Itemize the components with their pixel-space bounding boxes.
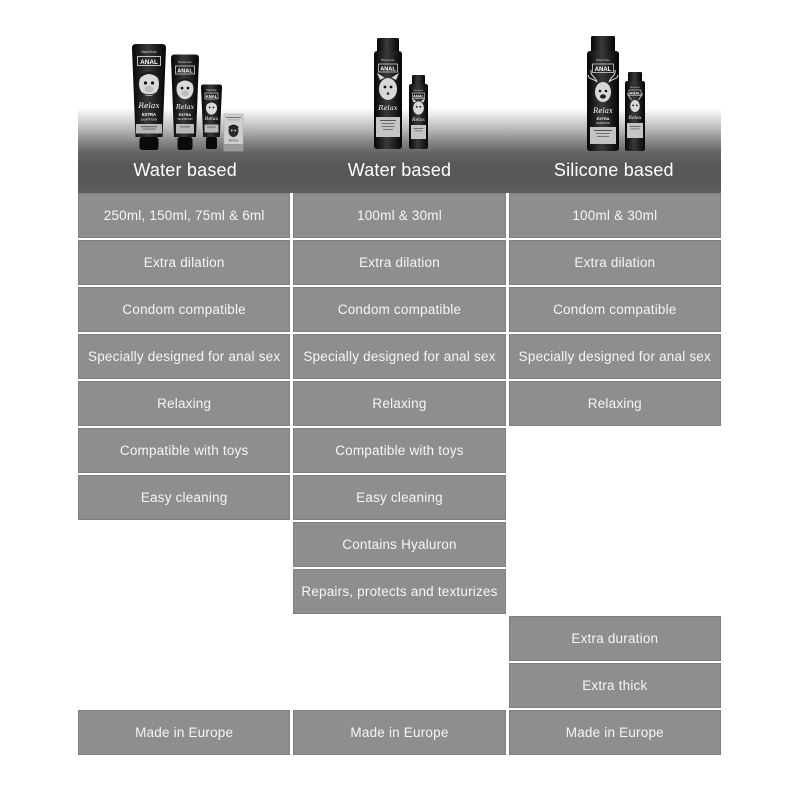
cell-sizes-col2: 100ml & 30ml bbox=[293, 193, 505, 238]
cell-extra-dilation-col1: Extra dilation bbox=[78, 240, 290, 285]
cell-toys-col2: Compatible with toys bbox=[293, 428, 505, 473]
feature-text-1: EXTRA bbox=[596, 117, 610, 121]
column-header-water-based-2: Water based bbox=[347, 160, 452, 180]
brand-text: BlackHole bbox=[413, 90, 424, 92]
script-text: Relax bbox=[204, 117, 219, 122]
script-text: Relax bbox=[378, 104, 398, 112]
feature-text-2: DILATATION bbox=[140, 117, 158, 122]
bottle-large bbox=[587, 36, 619, 151]
sachet bbox=[224, 114, 243, 151]
tube-medium bbox=[171, 55, 199, 151]
cell-contains-hyaluron-col2: Contains Hyaluron bbox=[293, 522, 505, 567]
script-text: Relax bbox=[175, 103, 195, 111]
product-title-text: ANAL bbox=[205, 93, 218, 99]
cell-sizes-col1: 250ml, 150ml, 75ml & 6ml bbox=[78, 193, 290, 238]
script-text: Relax bbox=[412, 118, 425, 123]
brand-text: BlackHole bbox=[596, 58, 610, 62]
cell-condom-compatible-col1: Condom compatible bbox=[78, 287, 290, 332]
tube-large bbox=[132, 44, 166, 150]
cell-extra-dilation-col3: Extra dilation bbox=[509, 240, 721, 285]
cell-relaxing-col3: Relaxing bbox=[509, 381, 721, 426]
brand-text: BlackHole bbox=[178, 60, 192, 64]
cell-made-in-europe-col2: Made in Europe bbox=[293, 710, 505, 755]
cell-relaxing-col1: Relaxing bbox=[78, 381, 290, 426]
cell-toys-col1: Compatible with toys bbox=[78, 428, 290, 473]
tube-small bbox=[201, 85, 222, 150]
gorilla-emblem-icon bbox=[177, 78, 194, 99]
cell-repairs-protects-col2: Repairs, protects and texturizes bbox=[293, 569, 505, 614]
cell-made-in-europe-col3: Made in Europe bbox=[509, 710, 721, 755]
brand-text: BlackHole bbox=[206, 90, 217, 92]
feature-text-1: EXTRA bbox=[141, 112, 157, 117]
cell-made-in-europe-col1: Made in Europe bbox=[78, 710, 290, 755]
cell-designed-anal-col2: Specially designed for anal sex bbox=[293, 334, 505, 379]
product-title-text: ANAL bbox=[412, 93, 425, 99]
product-photo-tubes bbox=[125, 40, 245, 153]
script-text: Relax bbox=[593, 107, 613, 115]
cell-easy-cleaning-col2: Easy cleaning bbox=[293, 475, 505, 520]
brand-text: BlackHole bbox=[141, 50, 157, 54]
feature-text-2: DILATATION bbox=[177, 118, 193, 121]
cell-designed-anal-col1: Specially designed for anal sex bbox=[78, 334, 290, 379]
bottle-small bbox=[409, 75, 428, 149]
column-header-water-based-1: Water based bbox=[133, 160, 237, 180]
cell-easy-cleaning-col1: Easy cleaning bbox=[78, 475, 290, 520]
features-grid bbox=[78, 193, 721, 755]
cell-extra-thick-col3: Extra thick bbox=[509, 663, 721, 708]
cell-relaxing-col2: Relaxing bbox=[293, 381, 505, 426]
product-photo-water-bottles bbox=[368, 37, 432, 152]
script-text: Relax bbox=[628, 116, 642, 121]
cell-condom-compatible-col2: Condom compatible bbox=[293, 287, 505, 332]
script-text: Relax bbox=[228, 138, 239, 143]
cell-sizes-col3: 100ml & 30ml bbox=[509, 193, 721, 238]
cell-designed-anal-col3: Specially designed for anal sex bbox=[509, 334, 721, 379]
cell-extra-duration-col3: Extra duration bbox=[509, 616, 721, 661]
product-title-text: ANAL bbox=[594, 66, 612, 73]
bottle-small bbox=[625, 72, 645, 151]
gorilla-emblem-icon bbox=[206, 101, 217, 114]
product-photo-silicone-bottles bbox=[581, 35, 649, 153]
column-header-silicone-based: Silicone based bbox=[553, 160, 674, 180]
gorilla-emblem-icon bbox=[229, 125, 239, 137]
product-title-text: ANAL bbox=[629, 90, 641, 96]
gorilla-emblem-icon bbox=[139, 72, 159, 97]
brand-text: BlackHole bbox=[381, 58, 395, 62]
cell-extra-dilation-col2: Extra dilation bbox=[293, 240, 505, 285]
feature-text-1: EXTRA bbox=[178, 113, 192, 117]
bottle-large bbox=[374, 38, 402, 149]
brand-text: BlackHole bbox=[630, 87, 640, 89]
product-title-text: ANAL bbox=[177, 68, 193, 75]
script-text: Relax bbox=[138, 101, 160, 110]
product-title-text: ANAL bbox=[380, 66, 396, 73]
feature-text-2: DURATION bbox=[596, 122, 610, 125]
product-title-text: ANAL bbox=[140, 58, 158, 66]
cell-condom-compatible-col3: Condom compatible bbox=[509, 287, 721, 332]
